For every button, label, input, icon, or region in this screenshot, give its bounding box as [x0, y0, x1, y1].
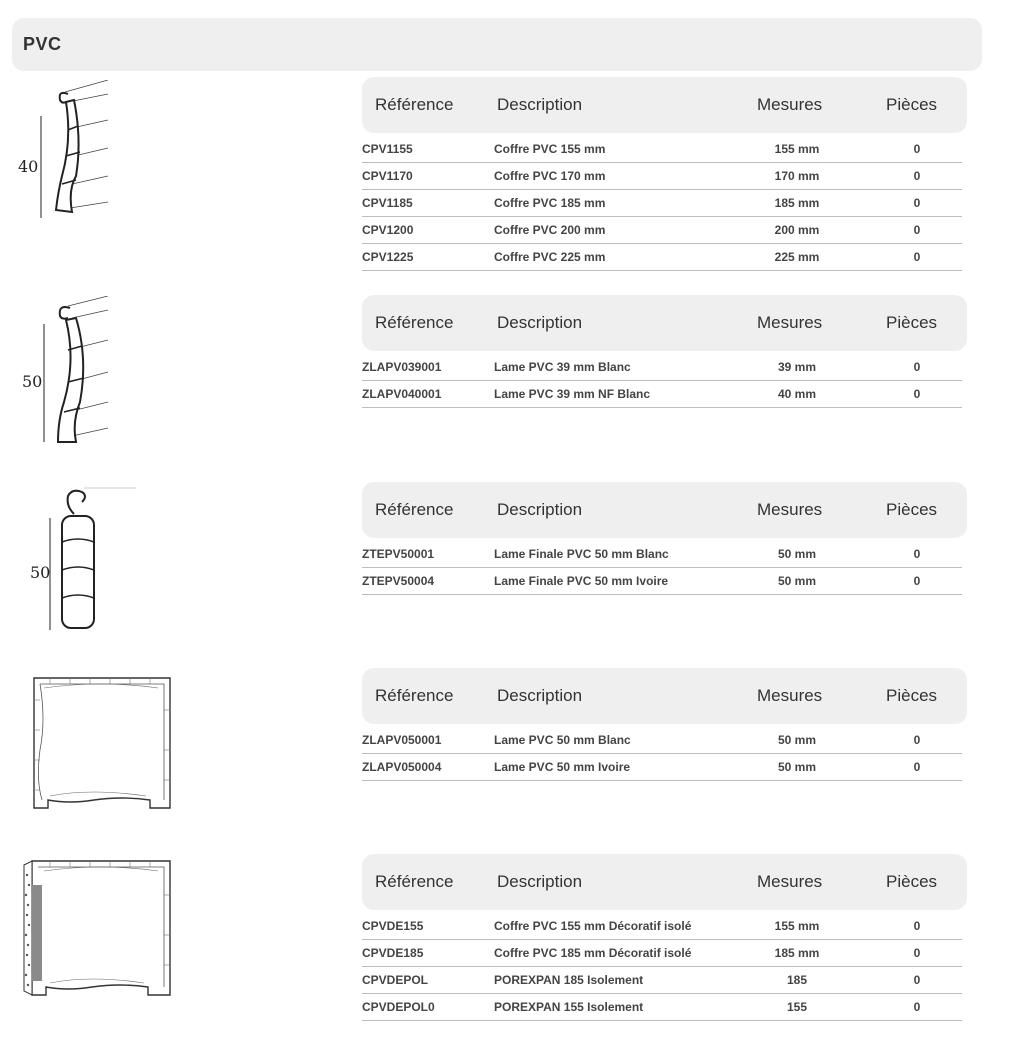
- cell-reference: CPVDEPOL: [362, 973, 429, 987]
- cell-mesure: 50 mm: [777, 574, 817, 588]
- cell-mesure: 185: [786, 973, 808, 987]
- column-description: Description: [497, 686, 583, 705]
- cell-description: Lame Finale PVC 50 mm Ivoire: [494, 574, 669, 588]
- product-table: [362, 482, 967, 595]
- table-row: [362, 381, 962, 408]
- column-pieces: Pièces: [886, 872, 938, 891]
- cell-reference: CPVDE185: [362, 946, 424, 960]
- column-mesures: Mesures: [757, 500, 823, 519]
- cell-reference: ZTEPV50001: [362, 547, 435, 561]
- cell-description: POREXPAN 155 Isolement: [494, 1000, 644, 1014]
- cell-pieces: 0: [913, 946, 921, 960]
- cell-mesure: 185 mm: [774, 946, 820, 960]
- cell-description: Coffre PVC 170 mm: [494, 169, 606, 183]
- cell-reference: CPV1200: [362, 223, 414, 237]
- cell-description: Coffre PVC 225 mm: [494, 250, 606, 264]
- cell-pieces: 0: [913, 250, 921, 264]
- cell-pieces: 0: [913, 169, 921, 183]
- table-row: [362, 967, 962, 994]
- column-reference: Référence: [375, 872, 454, 891]
- cell-pieces: 0: [913, 547, 921, 561]
- cell-reference: ZLAPV050004: [362, 760, 442, 774]
- cell-mesure: 50 mm: [777, 733, 817, 747]
- table-header: [362, 77, 967, 133]
- cell-mesure: 39 mm: [777, 360, 817, 374]
- cell-mesure: 200 mm: [774, 223, 820, 237]
- cell-description: Lame PVC 50 mm Blanc: [494, 733, 631, 747]
- column-description: Description: [497, 95, 583, 114]
- table-row: [362, 541, 962, 568]
- cell-reference: ZLAPV040001: [362, 387, 442, 401]
- cell-description: POREXPAN 185 Isolement: [494, 973, 644, 987]
- cell-reference: CPVDE155: [362, 919, 424, 933]
- cell-description: Lame PVC 39 mm NF Blanc: [494, 387, 651, 401]
- cell-mesure: 40 mm: [777, 387, 817, 401]
- cell-pieces: 0: [913, 387, 921, 401]
- table-row: [362, 568, 962, 595]
- cell-reference: ZLAPV039001: [362, 360, 442, 374]
- cell-reference: CPV1155: [362, 142, 413, 156]
- table-row: [362, 754, 962, 781]
- column-pieces: Pièces: [886, 313, 938, 332]
- table-row: [362, 190, 962, 217]
- cell-description: Coffre PVC 185 mm: [494, 196, 606, 210]
- column-reference: Référence: [375, 313, 454, 332]
- cell-description: Coffre PVC 200 mm: [494, 223, 606, 237]
- column-description: Description: [497, 500, 583, 519]
- table-row: [362, 940, 962, 967]
- cell-mesure: 155: [786, 1000, 808, 1014]
- column-mesures: Mesures: [757, 313, 823, 332]
- product-table: [362, 77, 967, 271]
- cell-description: Coffre PVC 185 mm Décoratif isolé: [494, 946, 692, 960]
- lame-profile-40-icon: [10, 80, 110, 220]
- cell-pieces: 0: [913, 142, 921, 156]
- column-pieces: Pièces: [886, 95, 938, 114]
- table-header: [362, 854, 967, 910]
- cell-mesure: 155 mm: [774, 142, 820, 156]
- cell-description: Lame Finale PVC 50 mm Blanc: [494, 547, 669, 561]
- cell-pieces: 0: [913, 973, 921, 987]
- cell-mesure: 225 mm: [774, 250, 820, 264]
- cell-pieces: 0: [913, 733, 921, 747]
- cell-reference: ZLAPV050001: [362, 733, 442, 747]
- cell-pieces: 0: [913, 919, 921, 933]
- column-reference: Référence: [375, 686, 454, 705]
- cell-mesure: 50 mm: [777, 760, 817, 774]
- column-mesures: Mesures: [757, 95, 823, 114]
- cell-description: Coffre PVC 155 mm: [494, 142, 606, 156]
- lame-finale-profile-icon: [10, 486, 140, 636]
- column-description: Description: [497, 872, 583, 891]
- table-row: [362, 163, 962, 190]
- column-pieces: Pièces: [886, 500, 938, 519]
- cell-reference: ZTEPV50004: [362, 574, 435, 588]
- cell-reference: CPV1185: [362, 196, 413, 210]
- cell-pieces: 0: [913, 360, 921, 374]
- column-pieces: Pièces: [886, 686, 938, 705]
- table-row: [362, 727, 962, 754]
- page-title: PVC: [12, 18, 982, 71]
- cell-pieces: 0: [913, 574, 921, 588]
- product-table: [362, 854, 967, 1021]
- table-row: [362, 244, 962, 271]
- table-row: [362, 217, 962, 244]
- cell-pieces: 0: [913, 223, 921, 237]
- cell-mesure: 155 mm: [774, 919, 820, 933]
- cell-mesure: 50 mm: [777, 547, 817, 561]
- cell-pieces: 0: [913, 1000, 921, 1014]
- cell-mesure: 185 mm: [774, 196, 820, 210]
- coffre-isole-profile-icon: [10, 855, 180, 1000]
- table-row: [362, 136, 962, 163]
- cell-reference: CPVDEPOL0: [362, 1000, 435, 1014]
- cell-pieces: 0: [913, 196, 921, 210]
- table-header: [362, 295, 967, 351]
- cell-mesure: 170 mm: [774, 169, 820, 183]
- lame-profile-50-icon: [10, 296, 110, 446]
- dimension-label: 50: [30, 563, 51, 582]
- dimension-label: 50: [22, 372, 43, 391]
- table-header: [362, 668, 967, 724]
- table-header: [362, 482, 967, 538]
- product-table: [362, 295, 967, 408]
- column-description: Description: [497, 313, 583, 332]
- cell-pieces: 0: [913, 760, 921, 774]
- table-row: [362, 994, 962, 1021]
- cell-reference: CPV1170: [362, 169, 413, 183]
- column-reference: Référence: [375, 500, 454, 519]
- column-mesures: Mesures: [757, 686, 823, 705]
- column-mesures: Mesures: [757, 872, 823, 891]
- cell-reference: CPV1225: [362, 250, 414, 264]
- cell-description: Lame PVC 50 mm Ivoire: [494, 760, 631, 774]
- cell-description: Lame PVC 39 mm Blanc: [494, 360, 631, 374]
- product-table: [362, 668, 967, 781]
- table-row: [362, 354, 962, 381]
- coffre-profile-icon: [10, 670, 180, 815]
- table-row: [362, 913, 962, 940]
- dimension-label: 40: [18, 157, 39, 176]
- column-reference: Référence: [375, 95, 454, 114]
- cell-description: Coffre PVC 155 mm Décoratif isolé: [494, 919, 692, 933]
